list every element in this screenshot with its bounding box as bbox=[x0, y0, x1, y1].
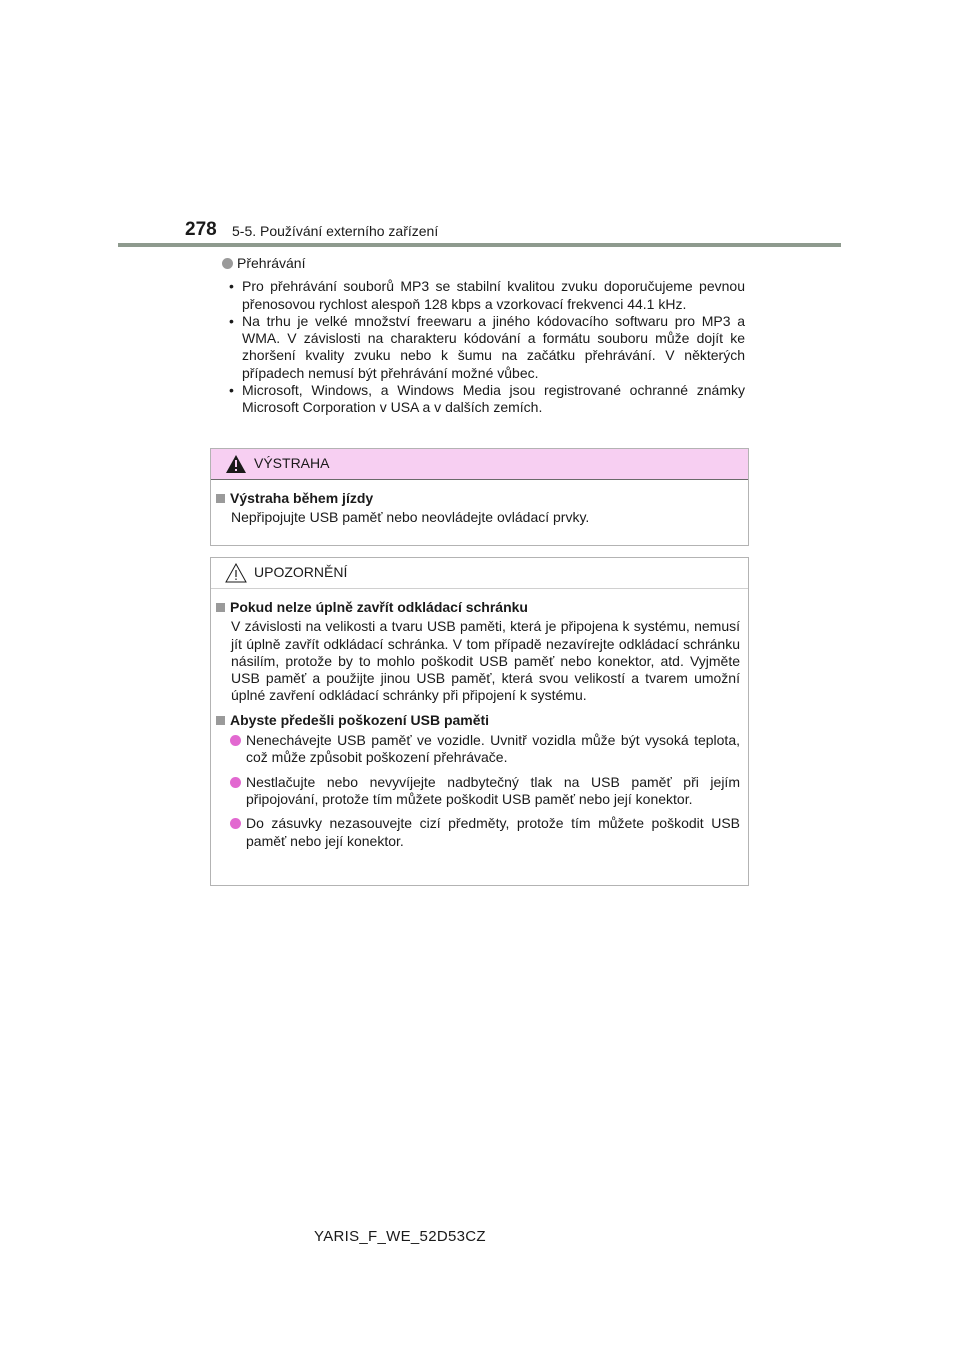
warning-subheading-row bbox=[216, 490, 740, 507]
document-code: YARIS_F_WE_52D53CZ bbox=[314, 1228, 486, 1245]
caution-item: Nestlačujte nebo nevyvíjejte nadbytečný tlak na USB paměť při jejím připojování, protože tím můžete poškodit USB paměť nebo její konektor. bbox=[216, 774, 740, 809]
caution-subheading-1-row bbox=[216, 599, 740, 616]
header-rule bbox=[118, 243, 841, 247]
section-title: 5-5. Používání externího zařízení bbox=[232, 223, 439, 239]
warning-subheading: Výstraha během jízdy bbox=[230, 490, 374, 506]
caution-header bbox=[211, 558, 748, 589]
bullet-mark: • bbox=[229, 312, 234, 329]
warning-triangle-icon bbox=[225, 454, 247, 474]
square-bullet-icon bbox=[216, 716, 225, 725]
caution-box bbox=[210, 557, 749, 886]
pink-bullet-icon bbox=[230, 735, 241, 746]
square-bullet-icon bbox=[216, 603, 225, 612]
list-item: • Pro přehrávání souborů MP3 se stabilní kvalitou zvuku doporučujeme pevnou přenosovou rychlost alespoň 128 kbps a vzorkovací frekvenci 44.1 kHz. bbox=[229, 278, 745, 312]
warning-text: Nepřipojujte USB paměť nebo neovládejte ovládací prvky. bbox=[231, 509, 590, 526]
warning-body bbox=[211, 480, 748, 527]
warning-header bbox=[211, 449, 748, 480]
caution-subheading-2: Abyste předešli poškození USB paměti bbox=[230, 711, 490, 728]
caution-title: UPOZORNĚNÍ bbox=[254, 564, 348, 581]
playback-heading: Přehrávání bbox=[237, 255, 306, 271]
page-number: 278 bbox=[185, 219, 217, 240]
caution-triangle-icon bbox=[225, 563, 247, 583]
list-item: • Na trhu je velké množství freewaru a jiného kódovacího softwaru pro MP3 a WMA. V závislosti na charakteru kódování a formátu souboru může dojít ke zhoršení kvality zvuku nebo k šumu na začátku přehrávání. V některých případech nemusí být přehrávání možné vůbec. bbox=[229, 312, 745, 381]
pink-bullet-icon bbox=[230, 818, 241, 829]
warning-title: VÝSTRAHA bbox=[254, 455, 330, 472]
playback-list bbox=[222, 278, 745, 416]
list-item: • Microsoft, Windows, a Windows Media jsou registrované ochranné známky Microsoft Corporation v USA a v dalších zemích. bbox=[229, 382, 745, 416]
grey-bullet-icon bbox=[222, 258, 233, 269]
bullet-mark: • bbox=[229, 382, 234, 399]
pink-bullet-icon bbox=[230, 777, 241, 788]
playback-section bbox=[222, 255, 745, 417]
caution-subheading-2-row bbox=[216, 712, 740, 729]
playback-heading-row bbox=[222, 255, 745, 272]
caution-item: Nenechávejte USB paměť ve vozidle. Uvnitř vozidla může být vysoká teplota, což může způsobit poškození přehrávače. bbox=[216, 732, 740, 767]
caution-item: Do zásuvky nezasouvejte cizí předměty, protože tím můžete poškodit USB paměť nebo její konektor. bbox=[216, 815, 740, 850]
square-bullet-icon bbox=[216, 494, 225, 503]
caution-text-1: V závislosti na velikosti a tvaru USB paměti, která je připojena k systému, nemusí jít úplně zavřít odkládací schránka. V tom případě nezavírejte odkládací schránku násilím, protože by to mohlo poškodit USB paměť nebo konektor, atd. Vyjměte USB paměť a použijte jinou USB paměť, která svou velikostí a tvarem umožní úplné zavření odkládací schránky při připojení k systému. bbox=[231, 618, 740, 704]
caution-subheading-1: Pokud nelze úplně zavřít odkládací schránku bbox=[230, 599, 528, 615]
bullet-mark: • bbox=[229, 278, 234, 295]
caution-body bbox=[211, 589, 748, 850]
warning-box bbox=[210, 448, 749, 546]
